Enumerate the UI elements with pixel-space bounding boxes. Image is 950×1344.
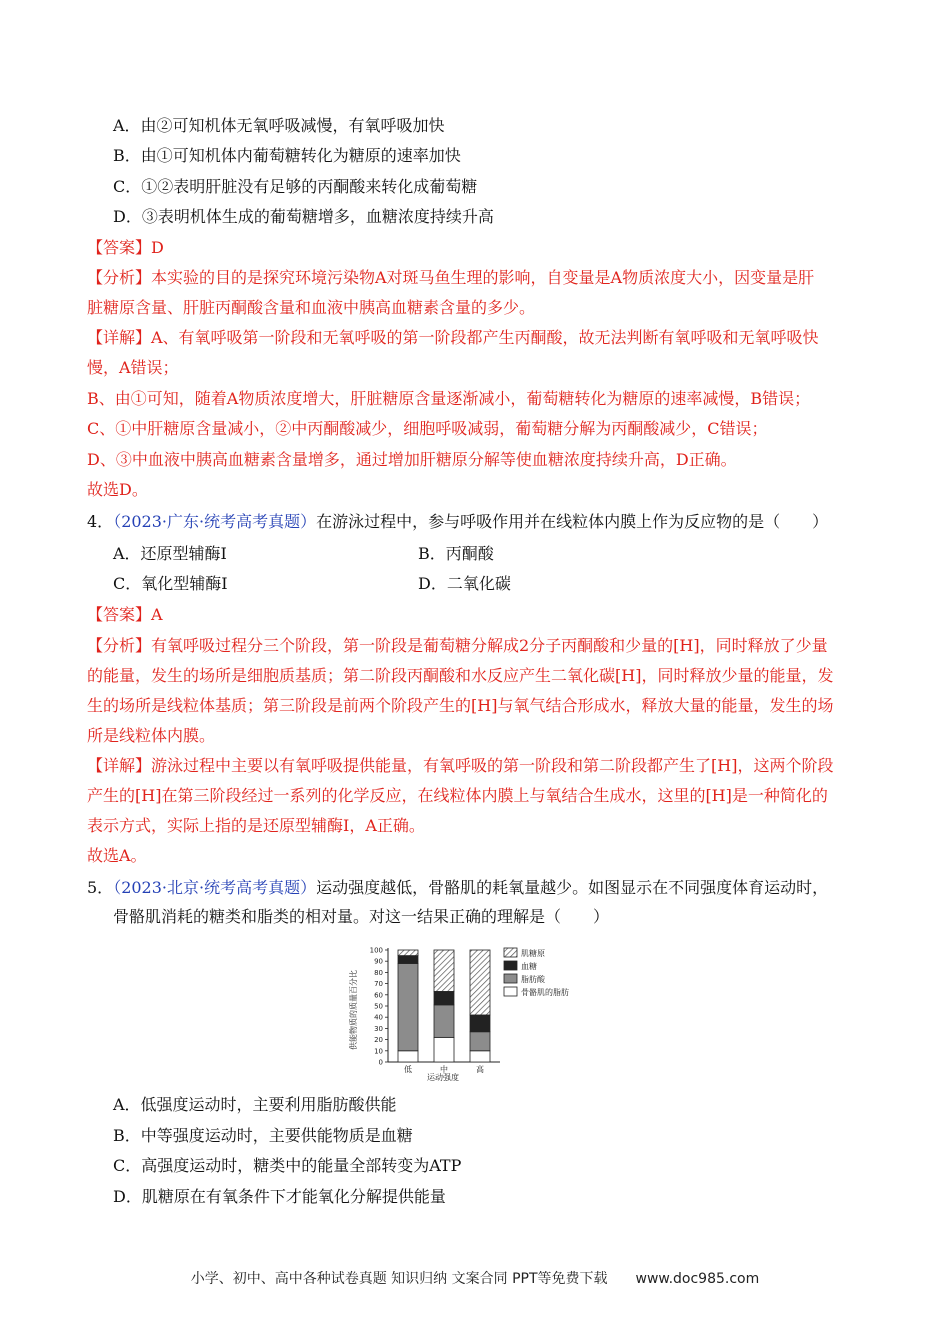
q4-analysis-line: 生的场所是线粒体基质；第三阶段是前两个阶段产生的[H]与氧气结合形成水，释放大量的能量，发生的场 [87, 696, 834, 715]
y-tick-label: 70 [374, 980, 383, 989]
q3-detail-line: 慢，A错误； [87, 358, 179, 377]
q4-stem [87, 512, 828, 532]
bar-segment-white [434, 1037, 454, 1062]
q5-option-b: B．中等强度运动时，主要供能物质是血糖 [113, 1126, 413, 1145]
x-tick-label: 高 [476, 1065, 484, 1074]
q5-stem-line2: 骨骼肌消耗的糖类和脂类的相对量。对这一结果正确的理解是（ ） [113, 907, 610, 926]
y-tick-label: 100 [369, 946, 383, 955]
y-tick-label: 20 [374, 1036, 383, 1045]
bar-segment-black [398, 956, 418, 964]
y-tick-label: 30 [374, 1024, 383, 1033]
q5-option-d: D．肌糖原在有氧条件下才能氧化分解提供能量 [113, 1187, 446, 1206]
x-axis-label: 运动强度 [427, 1073, 459, 1082]
q4-detail-line: 产生的[H]在第三阶段经过一系列的化学反应，在线粒体内膜上与氧结合生成水，这里的[H]是一种简化的 [87, 786, 828, 805]
y-tick-label: 40 [374, 1013, 383, 1022]
legend-swatch [504, 974, 517, 983]
q5-option-a: A．低强度运动时，主要利用脂肪酸供能 [113, 1095, 397, 1114]
bar-segment-gray [434, 1005, 454, 1037]
y-tick-label: 80 [374, 968, 383, 977]
bar-segment-white [398, 1051, 418, 1062]
bar-segment-hatched [398, 950, 418, 956]
q4-analysis-line: 所是线粒体内膜。 [87, 726, 216, 745]
y-tick-label: 50 [374, 1002, 383, 1011]
q3-answer: 【答案】D [87, 238, 164, 257]
page-footer: 小学、初中、高中各种试卷真题 知识归纳 文案合同 PPT等免费下载 www.doc985.com [190, 1271, 760, 1287]
q3-detail-line: C、①中肝糖原含量减小，②中丙酮酸减少，细胞呼吸减弱，葡萄糖分解为丙酮酸减少，C错误； [87, 419, 768, 438]
q3-option-a: A．由②可知机体无氧呼吸减慢，有氧呼吸加快 [113, 116, 445, 135]
q5-stem-text: 运动强度越低，骨骼肌的耗氧量越少。如图显示在不同强度体育运动时， [316, 878, 829, 897]
legend-swatch [504, 948, 517, 957]
q4-option-d: D．二氧化碳 [418, 574, 511, 593]
y-tick-label: 10 [374, 1047, 383, 1056]
x-tick-label: 中 [440, 1065, 448, 1074]
legend-label: 肌糖原 [521, 949, 545, 958]
bar-segment-black [434, 991, 454, 1004]
q4-answer: 【答案】A [87, 605, 163, 624]
legend-label: 脂肪酸 [521, 975, 545, 984]
q3-analysis-line: 【分析】本实验的目的是探究环境污染物A对斑马鱼生理的影响，自变量是A物质浓度大小，因变量是肝 [87, 268, 815, 287]
legend-swatch [504, 987, 517, 996]
q3-option-b: B．由①可知机体内葡萄糖转化为糖原的速率加快 [113, 146, 461, 165]
x-tick-label: 低 [404, 1065, 412, 1074]
bar-segment-black [470, 1015, 490, 1032]
q3-option-c: C．①②表明肝脏没有足够的丙酮酸来转化成葡萄糖 [113, 177, 478, 196]
q3-option-d: D．③表明机体生成的葡萄糖增多，血糖浓度持续升高 [113, 207, 494, 226]
bar-segment-gray [470, 1032, 490, 1051]
y-tick-label: 60 [374, 991, 383, 1000]
q4-option-c: C．氧化型辅酶Ⅰ [113, 574, 228, 593]
q5-option-c: C．高强度运动时，糖类中的能量全部转变为ATP [113, 1156, 462, 1175]
q4-conclusion: 故选A。 [87, 846, 147, 865]
q3-detail-line: D、③中血液中胰高血糖素含量增多，通过增加肝糖原分解等使血糖浓度持续升高，D正确。 [87, 450, 737, 469]
q3-detail-line: 【详解】A、有氧呼吸第一阶段和无氧呼吸的第一阶段都产生丙酮酸，故无法判断有氧呼吸和无氧呼吸快 [87, 328, 819, 347]
energy-source-chart [340, 940, 610, 1082]
q4-source: （2023·广东·统考高考真题） [113, 512, 317, 531]
q4-analysis-line: 【分析】有氧呼吸过程分三个阶段，第一阶段是葡萄糖分解成2分子丙酮酸和少量的[H]，同时释放了少量 [87, 636, 828, 655]
q4-stem-text: 在游泳过程中，参与呼吸作用并在线粒体内膜上作为反应物的是（ ） [316, 512, 829, 531]
q4-number: 4． [87, 512, 114, 531]
y-tick-label: 90 [374, 957, 383, 966]
q4-option-b: B．丙酮酸 [418, 544, 494, 563]
bar-segment-hatched [434, 950, 454, 991]
q4-option-a: A．还原型辅酶Ⅰ [113, 544, 227, 563]
q5-number: 5． [87, 878, 114, 897]
y-axis-label: 供能物质的质量百分比 [349, 970, 358, 1050]
q4-analysis-line: 的能量，发生的场所是细胞质基质；第二阶段丙酮酸和水反应产生二氧化碳[H]，同时释放少量的能量，发 [87, 666, 834, 685]
q5-stem [87, 878, 828, 898]
legend-swatch [504, 961, 517, 970]
bar-segment-hatched [470, 950, 490, 1015]
q3-detail-line: B、由①可知，随着A物质浓度增大，肝脏糖原含量逐渐减小，葡萄糖转化为糖原的速率减慢，B错误； [87, 389, 811, 408]
bar-segment-gray [398, 963, 418, 1050]
q4-detail-line: 【详解】游泳过程中主要以有氧呼吸提供能量，有氧呼吸的第一阶段和第二阶段都产生了[H]，这两个阶段 [87, 756, 834, 775]
legend-label: 血糖 [521, 962, 537, 971]
legend-label: 骨骼肌的脂肪 [521, 988, 569, 997]
q4-detail-line: 表示方式，实际上指的是还原型辅酶Ⅰ，A正确。 [87, 816, 425, 835]
q3-analysis-line: 脏糖原含量、肝脏丙酮酸含量和血液中胰高血糖素含量的多少。 [87, 298, 536, 317]
bar-segment-white [470, 1051, 490, 1062]
y-tick-label: 0 [378, 1058, 383, 1067]
q5-source: （2023·北京·统考高考真题） [113, 878, 317, 897]
q3-conclusion: 故选D。 [87, 480, 148, 499]
